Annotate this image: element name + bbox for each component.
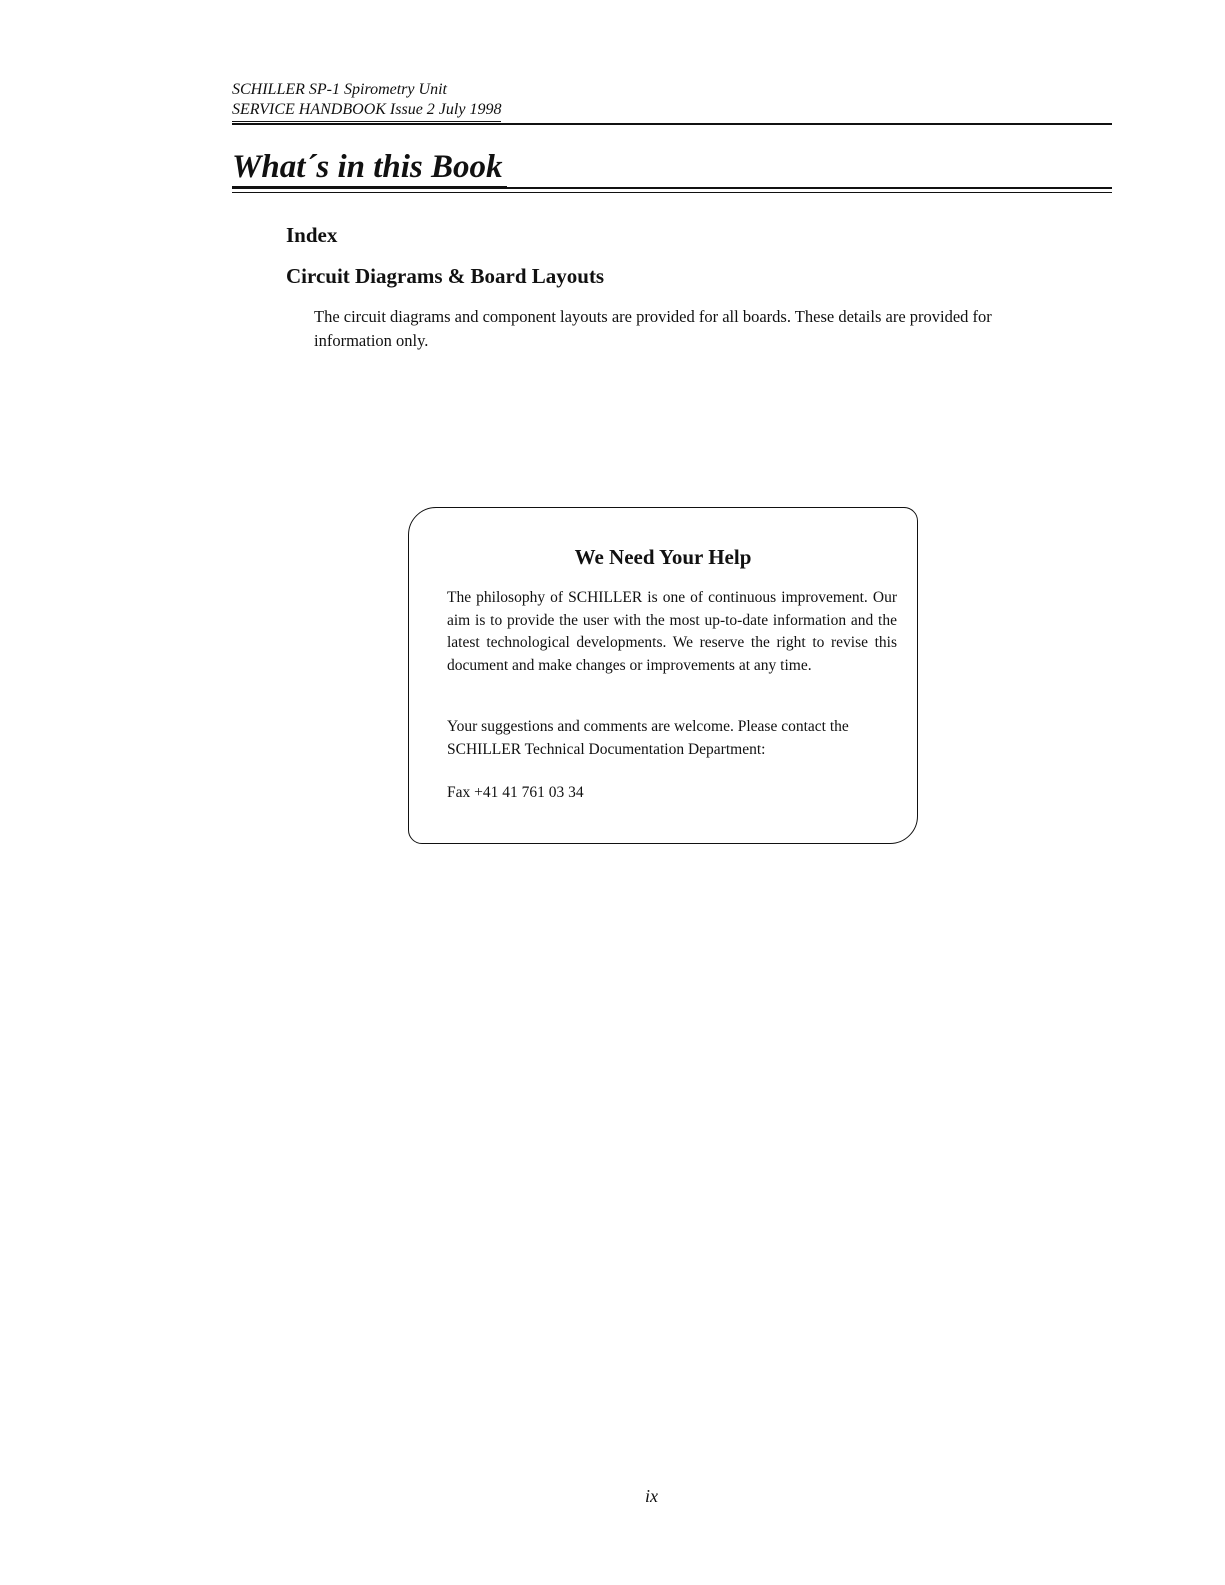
header-product-line: SCHILLER SP-1 Spirometry Unit xyxy=(232,81,447,98)
page-number: ix xyxy=(645,1486,658,1506)
header-rule xyxy=(232,123,1112,125)
help-box-philosophy-paragraph: The philosophy of SCHILLER is one of continuous improvement. Our aim is to provide the user with the most up-to-date information and the latest technological developments. We reserve the right to revise this document and make changes or improvements at any time. xyxy=(447,589,897,674)
circuit-diagrams-body: The circuit diagrams and component layouts are provided for all boards. These details are provided for information only. xyxy=(314,307,992,350)
running-header xyxy=(232,80,1112,122)
title-rule xyxy=(232,187,1112,189)
circuit-diagrams-heading: Circuit Diagrams & Board Layouts xyxy=(286,264,605,288)
help-box xyxy=(408,507,918,844)
help-box-contact-paragraph: Your suggestions and comments are welcome. Please contact the SCHILLER Technical Documentation Department: xyxy=(447,718,849,758)
chapter-title: What´s in this Book xyxy=(232,148,507,188)
help-box-fax: Fax +41 41 761 03 34 xyxy=(447,784,584,801)
header-handbook-line: SERVICE HANDBOOK Issue 2 July 1998 xyxy=(232,100,501,122)
help-box-title: We Need Your Help xyxy=(574,545,752,569)
index-heading: Index xyxy=(286,223,338,247)
title-rule-thin xyxy=(232,192,1112,193)
